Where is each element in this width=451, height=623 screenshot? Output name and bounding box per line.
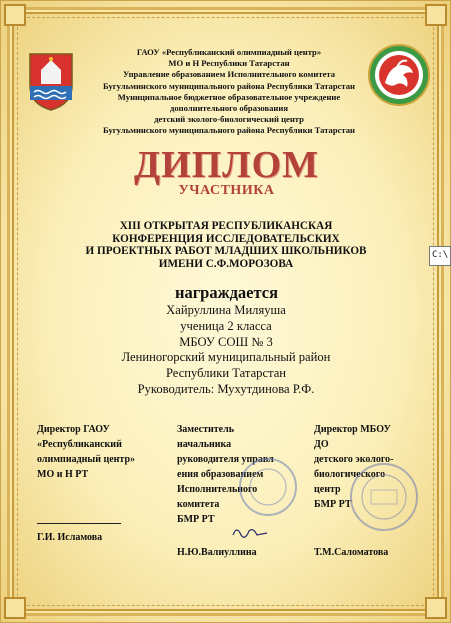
diploma-title: ДИПЛОМ bbox=[134, 144, 319, 186]
handwritten-signature-icon bbox=[231, 523, 271, 541]
diploma-subtitle: УЧАСТНИКА bbox=[178, 183, 275, 198]
recipient-school: МБОУ СОШ № 3 bbox=[179, 334, 273, 349]
path-tooltip: C:\ bbox=[429, 246, 451, 266]
header-line: Бугульминского муниципального района Республики Татарстан bbox=[103, 125, 355, 136]
conference-line: ИМЕНИ С.Ф.МОРОЗОВА bbox=[158, 257, 294, 270]
signatory-title-line: БМР РТ bbox=[177, 514, 215, 525]
signatory-1-name: Г.И. Исламова bbox=[37, 532, 103, 543]
conference-name bbox=[61, 220, 391, 270]
signatory-2-name: Н.Ю.Валиуллина bbox=[177, 547, 257, 558]
signatory-title-line: «Республиканский bbox=[37, 439, 122, 450]
round-seal-icon bbox=[347, 460, 421, 534]
header-line: Бугульминского муниципального района Республики Татарстан bbox=[103, 80, 355, 91]
recipient-district: Лениногорский муниципальный район bbox=[121, 350, 331, 365]
signatory-title-line: биологического bbox=[314, 469, 386, 480]
signatory-title-line: БМР РТ bbox=[314, 499, 352, 510]
signatory-title-line: центр bbox=[314, 484, 341, 495]
signatory-3-name: Т.М.Саломатова bbox=[314, 547, 389, 558]
header-line: Муниципальное бюджетное образовательное учреждение bbox=[117, 91, 341, 102]
issuer-header bbox=[89, 47, 369, 137]
signatory-title-line: Директор ГАОУ bbox=[37, 424, 110, 435]
corner-ornament bbox=[425, 4, 447, 26]
header-line: детский эколого-биологический центр bbox=[154, 114, 304, 125]
recipient-region: Республики Татарстан bbox=[165, 366, 287, 381]
signatory-title-line: ения образованием bbox=[177, 469, 264, 480]
corner-ornament bbox=[4, 4, 26, 26]
bugulma-coat-of-arms-icon bbox=[26, 50, 76, 112]
signatory-title-line: начальника bbox=[177, 439, 232, 450]
conference-line: КОНФЕРЕНЦИЯ ИССЛЕДОВАТЕЛЬСКИХ bbox=[112, 232, 340, 245]
conference-line: XIII ОТКРЫТАЯ РЕСПУБЛИКАНСКАЯ bbox=[119, 220, 333, 232]
signatory-title-line: комитета bbox=[177, 499, 220, 510]
recipient-block bbox=[61, 303, 391, 398]
signatory-title-line: детского эколого- bbox=[314, 454, 394, 465]
header-line: дополнительного образования bbox=[170, 103, 288, 114]
signatory-title-line: олимпиадный центр» bbox=[37, 454, 136, 465]
signatory-title-line: Исполнительного bbox=[177, 484, 258, 495]
signature-line bbox=[37, 523, 121, 524]
conference-line: И ПРОЕКТНЫХ РАБОТ МЛАДШИХ ШКОЛЬНИКОВ bbox=[85, 245, 367, 258]
header-line: МО и Н Республики Татарстан bbox=[168, 58, 290, 69]
signatory-title-line: МО и Н РТ bbox=[37, 469, 89, 480]
recipient-grade: ученица 2 класса bbox=[180, 318, 272, 333]
signatory-title-line: ДО bbox=[314, 439, 329, 450]
awarded-label: награждается bbox=[174, 283, 279, 302]
signatory-1-title bbox=[37, 422, 167, 482]
corner-ornament bbox=[4, 597, 26, 619]
blue-stamp-icon bbox=[237, 456, 299, 518]
signatory-title-line: руководителя управл bbox=[177, 454, 274, 465]
header-line: Управление образованием Исполнительного комитета bbox=[122, 69, 336, 80]
corner-ornament bbox=[425, 597, 447, 619]
recipient-supervisor: Руководитель: Мухутдинова Р.Ф. bbox=[137, 381, 315, 396]
header-line: ГАОУ «Республиканский олимпиадный центр» bbox=[136, 47, 322, 57]
signatory-title-line: Директор МБОУ bbox=[314, 424, 391, 435]
recipient-name: Хайруллина Миляуша bbox=[166, 303, 286, 317]
signatory-title-line: Заместитель bbox=[177, 424, 235, 435]
tatarstan-emblem-icon bbox=[367, 43, 431, 107]
